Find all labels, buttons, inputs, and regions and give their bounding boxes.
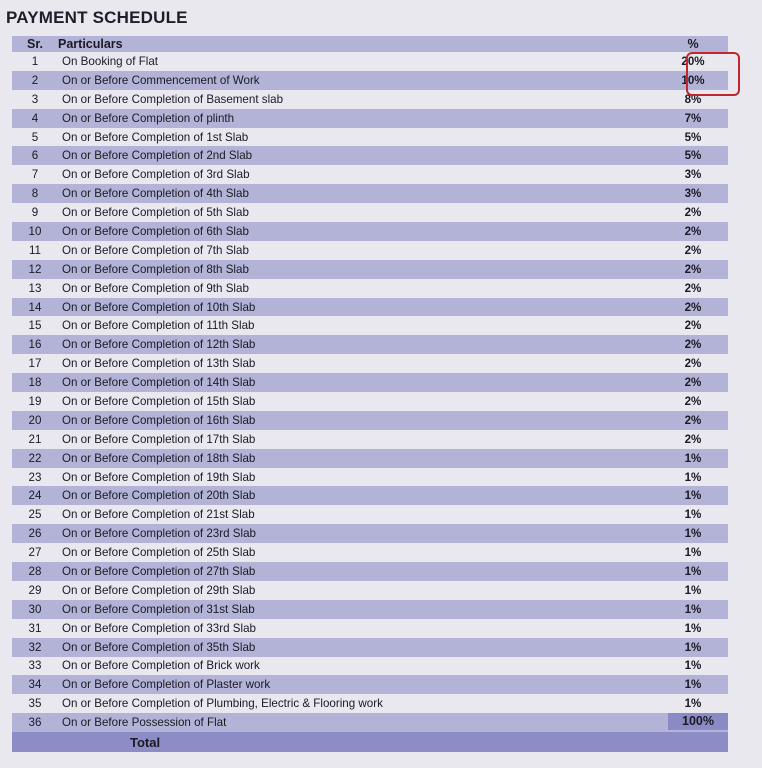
row-particulars: On or Before Completion of 20th Slab: [62, 489, 256, 503]
row-particulars: On or Before Completion of 13th Slab: [62, 357, 256, 371]
table-row: [12, 524, 728, 543]
row-particulars: On or Before Completion of 19th Slab: [62, 470, 256, 484]
row-particulars: On or Before Completion of 2nd Slab: [62, 149, 253, 163]
row-percent: 2%: [684, 394, 702, 408]
table-row: [12, 335, 728, 354]
row-percent: 1%: [684, 508, 702, 522]
row-sr: 23: [28, 470, 42, 484]
row-sr: 22: [28, 451, 42, 465]
row-sr: 14: [28, 300, 42, 314]
row-sr: 16: [28, 338, 42, 352]
row-sr: 28: [28, 564, 42, 578]
row-particulars: On or Before Completion of 9th Slab: [62, 281, 249, 295]
table-row: [12, 486, 728, 505]
table-row: [12, 657, 728, 676]
row-percent: 1%: [684, 621, 702, 635]
row-sr: 9: [31, 206, 39, 220]
row-percent: 2%: [684, 432, 702, 446]
table-row: [12, 184, 728, 203]
row-particulars: On or Before Completion of 5th Slab: [62, 206, 249, 220]
table-row: [12, 109, 728, 128]
row-sr: 24: [28, 489, 42, 503]
row-sr: 36: [28, 716, 42, 730]
row-sr: 35: [28, 697, 42, 711]
table-row: [12, 298, 728, 317]
row-particulars: On or Before Completion of 25th Slab: [62, 546, 256, 560]
row-particulars: On or Before Completion of 11th Slab: [62, 319, 255, 333]
row-percent: 5%: [684, 130, 702, 144]
row-sr: 4: [31, 111, 39, 125]
row-percent: 1%: [684, 451, 702, 465]
row-sr: 6: [31, 149, 39, 163]
row-particulars: On or Before Completion of 35th Slab: [62, 640, 256, 654]
table-row: [12, 694, 728, 713]
table-row: [12, 279, 728, 298]
row-particulars: On or Before Completion of 6th Slab: [62, 224, 249, 238]
table-row: [12, 165, 728, 184]
header-percent: %: [687, 37, 699, 51]
row-particulars: On or Before Completion of 14th Slab: [62, 376, 256, 390]
row-particulars: On or Before Completion of 10th Slab: [62, 300, 256, 314]
table-row: [12, 675, 728, 694]
row-sr: 17: [28, 357, 42, 371]
row-percent: 2%: [684, 357, 702, 371]
row-particulars: On or Before Completion of 7th Slab: [62, 243, 249, 257]
row-percent: 2%: [684, 413, 702, 427]
row-percent: 20%: [681, 54, 705, 68]
table-row: [12, 619, 728, 638]
row-particulars: On or Before Possession of Flat: [62, 716, 227, 730]
row-particulars: On or Before Completion of 3rd Slab: [62, 168, 250, 182]
row-particulars: On or Before Completion of Plumbing, Electric & Flooring work: [62, 697, 383, 711]
row-percent: 10%: [681, 73, 705, 87]
row-percent: 2%: [684, 319, 702, 333]
table-row: [12, 222, 728, 241]
table-row: [12, 316, 728, 335]
row-sr: 29: [28, 583, 42, 597]
row-sr: 19: [28, 394, 42, 408]
row-sr: 8: [31, 187, 39, 201]
row-percent: 1%: [684, 697, 702, 711]
row-percent: 8%: [684, 92, 702, 106]
table-row: [12, 241, 728, 260]
row-percent: 2%: [684, 376, 702, 390]
row-percent: 2%: [684, 281, 702, 295]
row-percent: 2%: [684, 206, 702, 220]
header-sr: Sr.: [27, 37, 43, 51]
row-particulars: On or Before Completion of 15th Slab: [62, 394, 256, 408]
row-percent: 1%: [684, 659, 702, 673]
table-body: [12, 52, 728, 732]
table-row: [12, 430, 728, 449]
table-row: [12, 543, 728, 562]
row-sr: 33: [28, 659, 42, 673]
row-percent: 2%: [684, 338, 702, 352]
row-sr: 2: [31, 73, 39, 87]
row-sr: 25: [28, 508, 42, 522]
page-title: PAYMENT SCHEDULE: [6, 8, 188, 27]
table-row: [12, 128, 728, 147]
row-particulars: On or Before Completion of 23rd Slab: [62, 527, 256, 541]
table-row: [12, 90, 728, 109]
row-particulars: On or Before Completion of 1st Slab: [62, 130, 249, 144]
row-percent: 2%: [684, 262, 702, 276]
table-row: [12, 260, 728, 279]
row-percent: 1%: [684, 489, 702, 503]
handwritten-highlight: [686, 52, 740, 96]
row-percent: 2%: [684, 243, 702, 257]
row-particulars: On or Before Completion of 8th Slab: [62, 262, 249, 276]
row-sr: 3: [31, 92, 39, 106]
row-sr: 27: [28, 546, 42, 560]
row-particulars: On Booking of Flat: [62, 54, 159, 68]
table-row: [12, 146, 728, 165]
row-percent: 1%: [684, 678, 702, 692]
table-row: [12, 468, 728, 487]
table-row: [12, 354, 728, 373]
row-percent: 1%: [684, 640, 702, 654]
row-percent: 1%: [684, 527, 702, 541]
row-sr: 21: [28, 432, 42, 446]
row-sr: 5: [31, 130, 39, 144]
row-particulars: On or Before Completion of 12th Slab: [62, 338, 256, 352]
header-particulars: Particulars: [58, 37, 123, 51]
table-row: [12, 52, 728, 71]
row-sr: 7: [31, 168, 39, 182]
table-row: [12, 373, 728, 392]
row-percent: 1%: [684, 546, 702, 560]
row-percent: 2%: [684, 300, 702, 314]
row-percent: 1%: [684, 583, 702, 597]
table-row: [12, 392, 728, 411]
row-particulars: On or Before Completion of Plaster work: [62, 678, 271, 692]
table-row: [12, 203, 728, 222]
row-sr: 26: [28, 527, 42, 541]
row-percent: 5%: [684, 149, 702, 163]
payment-table: [12, 36, 728, 752]
row-percent: 3%: [684, 187, 702, 201]
row-sr: 30: [28, 602, 42, 616]
row-sr: 31: [28, 621, 42, 635]
row-particulars: On or Before Completion of 21st Slab: [62, 508, 255, 522]
total-percent: 100%: [668, 713, 728, 730]
table-row: [12, 562, 728, 581]
row-percent: 1%: [684, 602, 702, 616]
row-particulars: On or Before Completion of 27th Slab: [62, 564, 256, 578]
row-particulars: On or Before Commencement of Work: [62, 73, 260, 87]
row-particulars: On or Before Completion of 18th Slab: [62, 451, 256, 465]
row-percent: 3%: [684, 168, 702, 182]
table-header: [12, 36, 728, 52]
table-row: [12, 505, 728, 524]
row-percent: 7%: [684, 111, 702, 125]
row-sr: 1: [31, 54, 39, 68]
row-sr: 13: [28, 281, 42, 295]
row-particulars: On or Before Completion of 31st Slab: [62, 602, 255, 616]
table-row: [12, 71, 728, 90]
table-row: [12, 411, 728, 430]
table-row: [12, 713, 728, 732]
row-percent: 1%: [684, 470, 702, 484]
row-sr: 12: [28, 262, 42, 276]
row-particulars: On or Before Completion of Basement slab: [62, 92, 284, 106]
row-sr: 34: [28, 678, 42, 692]
table-row: [12, 449, 728, 468]
row-sr: 11: [28, 243, 42, 257]
row-particulars: On or Before Completion of 17th Slab: [62, 432, 256, 446]
row-particulars: On or Before Completion of 16th Slab: [62, 413, 256, 427]
row-sr: 20: [28, 413, 42, 427]
row-particulars: On or Before Completion of Brick work: [62, 659, 260, 673]
table-row: [12, 600, 728, 619]
row-sr: 18: [28, 376, 42, 390]
row-sr: 32: [28, 640, 42, 654]
row-sr: 10: [28, 224, 42, 238]
total-label: Total: [130, 734, 161, 750]
row-particulars: On or Before Completion of plinth: [62, 111, 235, 125]
row-percent: 1%: [684, 564, 702, 578]
row-percent: 2%: [684, 224, 702, 238]
row-particulars: On or Before Completion of 4th Slab: [62, 187, 249, 201]
row-sr: 15: [28, 319, 42, 333]
table-row: [12, 638, 728, 657]
row-particulars: On or Before Completion of 29th Slab: [62, 583, 256, 597]
row-particulars: On or Before Completion of 33rd Slab: [62, 621, 256, 635]
table-row: [12, 581, 728, 600]
